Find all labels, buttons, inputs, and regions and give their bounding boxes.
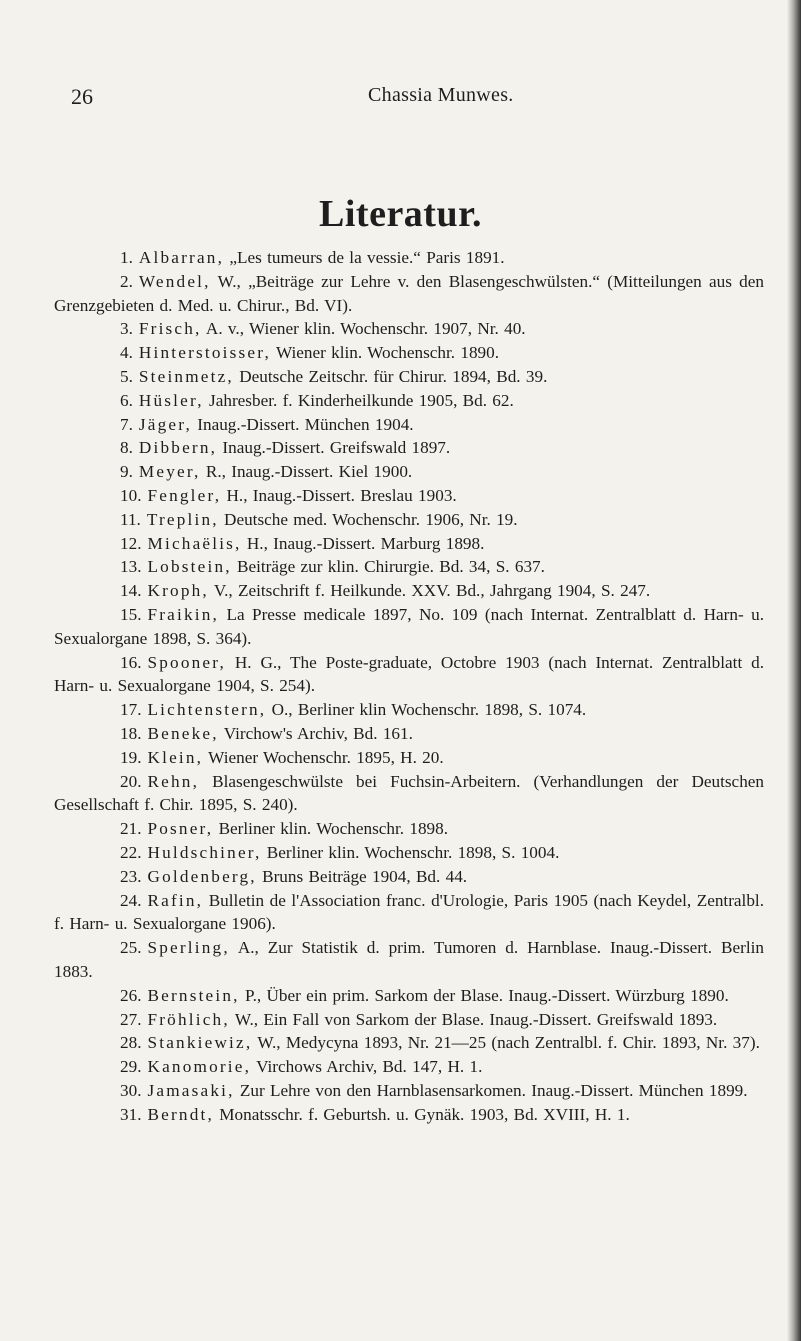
reference-number: 14.	[120, 581, 142, 601]
reference-author: Albarran,	[138, 248, 225, 267]
reference-author: Rafin,	[147, 890, 204, 910]
reference-author: Jamasaki,	[147, 1080, 235, 1100]
reference-number: 12.	[120, 533, 142, 553]
section-title: Literatur.	[319, 193, 482, 235]
reference-number: 8.	[120, 438, 133, 458]
reference-author: Klein,	[147, 747, 204, 767]
running-head: Chassia Munwes.	[368, 84, 514, 106]
reference-text: P., Über ein prim. Sarkom der Blase. Inaug.-Dissert. Würzburg 1890.	[244, 985, 729, 1005]
reference-author: Lichtenstern,	[147, 700, 267, 720]
reference-entry	[54, 770, 764, 818]
reference-author: Berndt,	[147, 1104, 214, 1124]
reference-number: 10.	[120, 485, 142, 505]
reference-entry	[54, 389, 764, 413]
reference-entry	[54, 841, 764, 865]
reference-author: Jäger,	[138, 414, 192, 434]
reference-text: W., Ein Fall von Sarkom der Blase. Inaug.-Dissert. Greifswald 1893.	[234, 1009, 718, 1029]
reference-author: Spooner,	[147, 652, 226, 672]
reference-author: Treplin,	[146, 509, 219, 529]
reference-author: Frisch,	[138, 319, 202, 339]
reference-entry	[54, 889, 764, 937]
reference-number: 23.	[120, 866, 142, 886]
reference-author: Kroph,	[147, 581, 209, 601]
reference-author: Stankiewiz,	[147, 1033, 253, 1053]
reference-author: Wendel,	[138, 271, 211, 291]
reference-text: A. v., Wiener klin. Wochenschr. 1907, Nr. 40.	[205, 319, 526, 339]
reference-text: H., Inaug.-Dissert. Breslau 1903.	[226, 485, 457, 505]
reference-text: V., Zeitschrift f. Heilkunde. XXV. Bd., Jahrgang 1904, S. 247.	[213, 581, 651, 601]
reference-number: 15.	[120, 604, 142, 624]
reference-entry	[54, 532, 764, 556]
reference-number: 22.	[120, 842, 142, 862]
reference-number: 21.	[120, 819, 142, 839]
reference-entry	[54, 1008, 764, 1032]
reference-text: R., Inaug.-Dissert. Kiel 1900.	[205, 462, 413, 482]
reference-text: Zur Lehre von den Harnblasensarkomen. Inaug.-Dissert. München 1899.	[239, 1080, 748, 1100]
reference-text: W., „Beiträge zur Lehre v. den Blasengeschwülsten.“ (Mitteilungen aus den Grenzgebieten d. Med. u. Chirur., Bd. VI).	[54, 271, 764, 315]
reference-author: Michaëlis,	[147, 533, 242, 553]
reference-text: Inaug.-Dissert. Greifswald 1897.	[222, 438, 451, 458]
reference-author: Hüsler,	[138, 390, 204, 410]
reference-text: H., Inaug.-Dissert. Marburg 1898.	[246, 533, 485, 553]
reference-entry	[54, 984, 764, 1008]
reference-author: Kanomorie,	[147, 1057, 252, 1077]
reference-author: Hinterstoisser,	[138, 343, 271, 363]
reference-author: Meyer,	[138, 462, 201, 482]
page-number: 26	[71, 84, 93, 109]
reference-entry	[54, 865, 764, 889]
reference-entry	[54, 246, 764, 270]
reference-number: 19.	[120, 747, 142, 767]
reference-text: Wiener klin. Wochenschr. 1890.	[275, 343, 500, 363]
reference-entry	[54, 1055, 764, 1079]
reference-number: 29.	[120, 1057, 142, 1077]
reference-number: 1.	[120, 248, 133, 267]
reference-text: H. G., The Poste-graduate, Octobre 1903 (nach Internat. Zentralblatt d. Harn- u. Sexualorgane 1904, S. 254).	[54, 652, 764, 696]
reference-author: Goldenberg,	[147, 866, 257, 886]
reference-text: „Les tumeurs de la vessie.“ Paris 1891.	[229, 248, 505, 267]
reference-text: Deutsche Zeitschr. für Chirur. 1894, Bd. 39.	[239, 366, 548, 386]
reference-author: Rehn,	[147, 771, 200, 791]
reference-entry	[54, 460, 764, 484]
reference-number: 3.	[120, 319, 133, 339]
reference-author: Fraikin,	[147, 604, 220, 624]
reference-entry	[54, 341, 764, 365]
reference-number: 7.	[120, 414, 133, 434]
reference-number: 5.	[120, 366, 133, 386]
reference-text: Bruns Beiträge 1904, Bd. 44.	[262, 866, 468, 886]
reference-entry	[54, 746, 764, 770]
reference-text: Blasengeschwülste bei Fuchsin-Arbeitern. (Verhandlungen der Deutschen Gesellschaft f. Chir. 1895, S. 240).	[54, 771, 765, 815]
reference-entry	[54, 579, 764, 603]
reference-entry	[54, 817, 764, 841]
reference-text: Inaug.-Dissert. München 1904.	[197, 414, 414, 434]
reference-entry	[54, 936, 764, 984]
reference-number: 24.	[120, 890, 142, 910]
reference-text: O., Berliner klin Wochenschr. 1898, S. 1074.	[271, 700, 587, 720]
reference-text: Berliner klin. Wochenschr. 1898, S. 1004.	[266, 842, 560, 862]
reference-entry	[54, 484, 764, 508]
reference-text: Beiträge zur klin. Chirurgie. Bd. 34, S. 637.	[237, 557, 545, 577]
reference-text: Jahresber. f. Kinderheilkunde 1905, Bd. 62.	[209, 390, 514, 410]
reference-number: 17.	[120, 700, 142, 720]
reference-author: Beneke,	[147, 723, 219, 743]
reference-entry	[54, 651, 764, 699]
reference-author: Fengler,	[147, 485, 222, 505]
reference-entry	[54, 365, 764, 389]
reference-entry	[54, 1103, 764, 1127]
reference-author: Sperling,	[147, 938, 230, 958]
reference-text: La Presse medicale 1897, No. 109 (nach Internat. Zentralblatt d. Harn- u. Sexualorgane 1898, S. 364).	[54, 604, 764, 648]
reference-author: Steinmetz,	[138, 366, 234, 386]
reference-number: 9.	[120, 462, 133, 482]
reference-entry	[54, 317, 764, 341]
reference-number: 2.	[120, 271, 133, 291]
reference-author: Dibbern,	[138, 438, 218, 458]
reference-entry	[54, 698, 764, 722]
reference-author: Bernstein,	[147, 985, 240, 1005]
reference-number: 18.	[120, 723, 142, 743]
reference-entry	[54, 1031, 764, 1055]
reference-entry	[54, 1079, 764, 1103]
reference-number: 13.	[120, 557, 142, 577]
reference-text: Bulletin de l'Association franc. d'Urologie, Paris 1905 (nach Keydel, Zentralbl. f. Harn- u. Sexualorgane 1906).	[54, 890, 765, 934]
reference-entry	[54, 555, 764, 579]
reference-entry	[54, 436, 764, 460]
reference-number: 30.	[120, 1080, 142, 1100]
reference-author: Lobstein,	[147, 557, 232, 577]
reference-entry	[54, 603, 764, 651]
reference-text: A., Zur Statistik d. prim. Tumoren d. Harnblase. Inaug.-Dissert. Berlin 1883.	[54, 938, 764, 981]
reference-number: 20.	[120, 771, 142, 791]
reference-author: Fröhlich,	[147, 1009, 230, 1029]
reference-author: Huldschiner,	[147, 842, 262, 862]
reference-number: 25.	[120, 938, 142, 958]
reference-text: Berliner klin. Wochenschr. 1898.	[218, 819, 449, 839]
reference-text: Virchow's Archiv, Bd. 161.	[223, 723, 413, 743]
reference-entry	[54, 270, 764, 318]
reference-entry	[54, 508, 764, 532]
reference-number: 28.	[120, 1033, 142, 1053]
reference-number: 16.	[120, 652, 142, 672]
reference-number: 31.	[120, 1104, 142, 1124]
reference-text: Wiener Wochenschr. 1895, H. 20.	[208, 747, 444, 767]
reference-number: 6.	[120, 390, 133, 410]
reference-number: 11.	[120, 509, 141, 529]
reference-number: 26.	[120, 985, 142, 1005]
reference-text: W., Medycyna 1893, Nr. 21—25 (nach Zentralbl. f. Chir. 1893, Nr. 37).	[257, 1033, 760, 1053]
reference-author: Posner,	[147, 819, 214, 839]
reference-text: Virchows Archiv, Bd. 147, H. 1.	[256, 1057, 483, 1077]
reference-text: Deutsche med. Wochenschr. 1906, Nr. 19.	[224, 509, 518, 529]
reference-list	[54, 246, 764, 1126]
reference-entry	[54, 722, 764, 746]
reference-number: 4.	[120, 343, 133, 363]
reference-number: 27.	[120, 1009, 142, 1029]
reference-entry	[54, 413, 764, 437]
reference-text: Monatsschr. f. Geburtsh. u. Gynäk. 1903, Bd. XVIII, H. 1.	[219, 1104, 630, 1124]
